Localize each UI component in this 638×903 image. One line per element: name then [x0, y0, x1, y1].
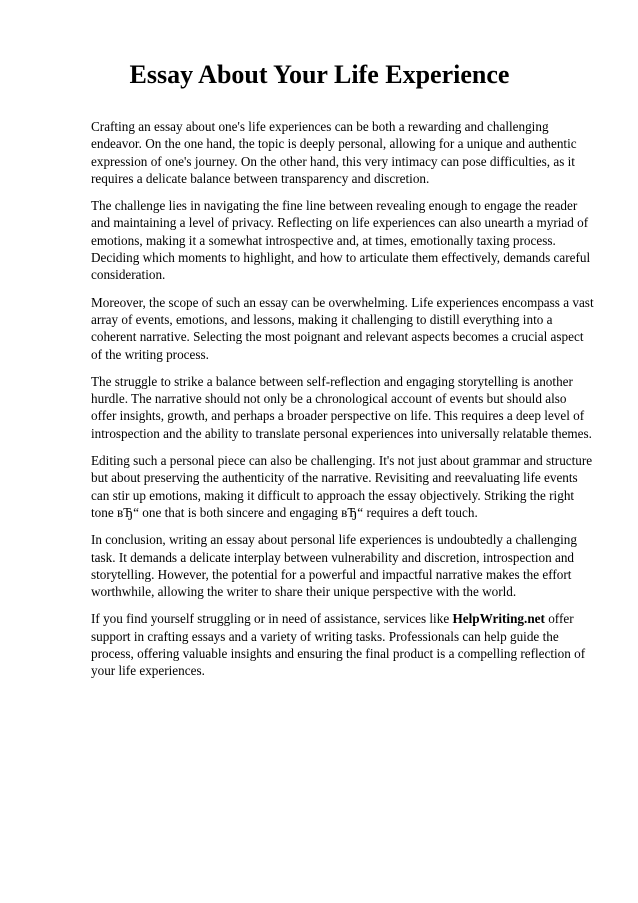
- paragraph-7: [91, 610, 594, 679]
- paragraph-7-before-link: If you find yourself struggling or in need of assistance, services like: [91, 611, 453, 627]
- paragraph-4: The struggle to strike a balance between self-reflection and engaging storytelling is another hurdle. The narrative should not only be a chronological account of events but should also offer insights, growth, and perhaps a broader perspective on life. This requires a deep level of introspection and the ability to translate personal experiences into universally relatable themes.: [91, 373, 592, 441]
- helpwriting-link[interactable]: HelpWriting.net: [452, 611, 545, 627]
- document-title: Essay About Your Life Experience: [129, 60, 510, 89]
- paragraph-3: Moreover, the scope of such an essay can be overwhelming. Life experiences encompass a vast array of events, emotions, and lessons, making it challenging to distill everything into a coherent narrative. Selecting the most poignant and relevant aspects becomes a crucial aspect of the writing process.: [91, 294, 594, 362]
- paragraph-2: The challenge lies in navigating the fine line between revealing enough to engage the reader and maintaining a level of privacy. Reflecting on life experiences can also unearth a myriad of emotions, making it a somewhat introspective and, at times, emotionally taxing process. Deciding which moments to highlight, and how to articulate them effectively, demands careful consideration.: [91, 198, 591, 283]
- paragraph-7-after-link: offer support in crafting essays and a variety of writing tasks. Professionals can help guide the process, offering valuable insights and ensuring the final product is a compelling reflection of your life experiences.: [91, 611, 586, 679]
- paragraph-6: In conclusion, writing an essay about personal life experiences is undoubtedly a challenging task. It demands a delicate interplay between vulnerability and discretion, introspection and storytelling. However, the potential for a powerful and impactful narrative makes the effort worthwhile, allowing the writer to share their unique perspective with the world.: [91, 532, 577, 600]
- paragraph-1: Crafting an essay about one's life experiences can be both a rewarding and challenging endeavor. On the one hand, the topic is deeply personal, allowing for a unique and authentic expression of one's journey. On the other hand, this very intimacy can pose difficulties, as it requires a delicate balance between transparency and discretion.: [91, 119, 577, 186]
- paragraph-5: Editing such a personal piece can also be challenging. It's not just about grammar and structure but about preserving the authenticity of the narrative. Revisiting and reevaluating life events can stir up emotions, making it difficult to approach the essay objectively. Striking the right tone вЂ“ one that is both sincere and engaging вЂ“ requires a deft touch.: [91, 453, 593, 520]
